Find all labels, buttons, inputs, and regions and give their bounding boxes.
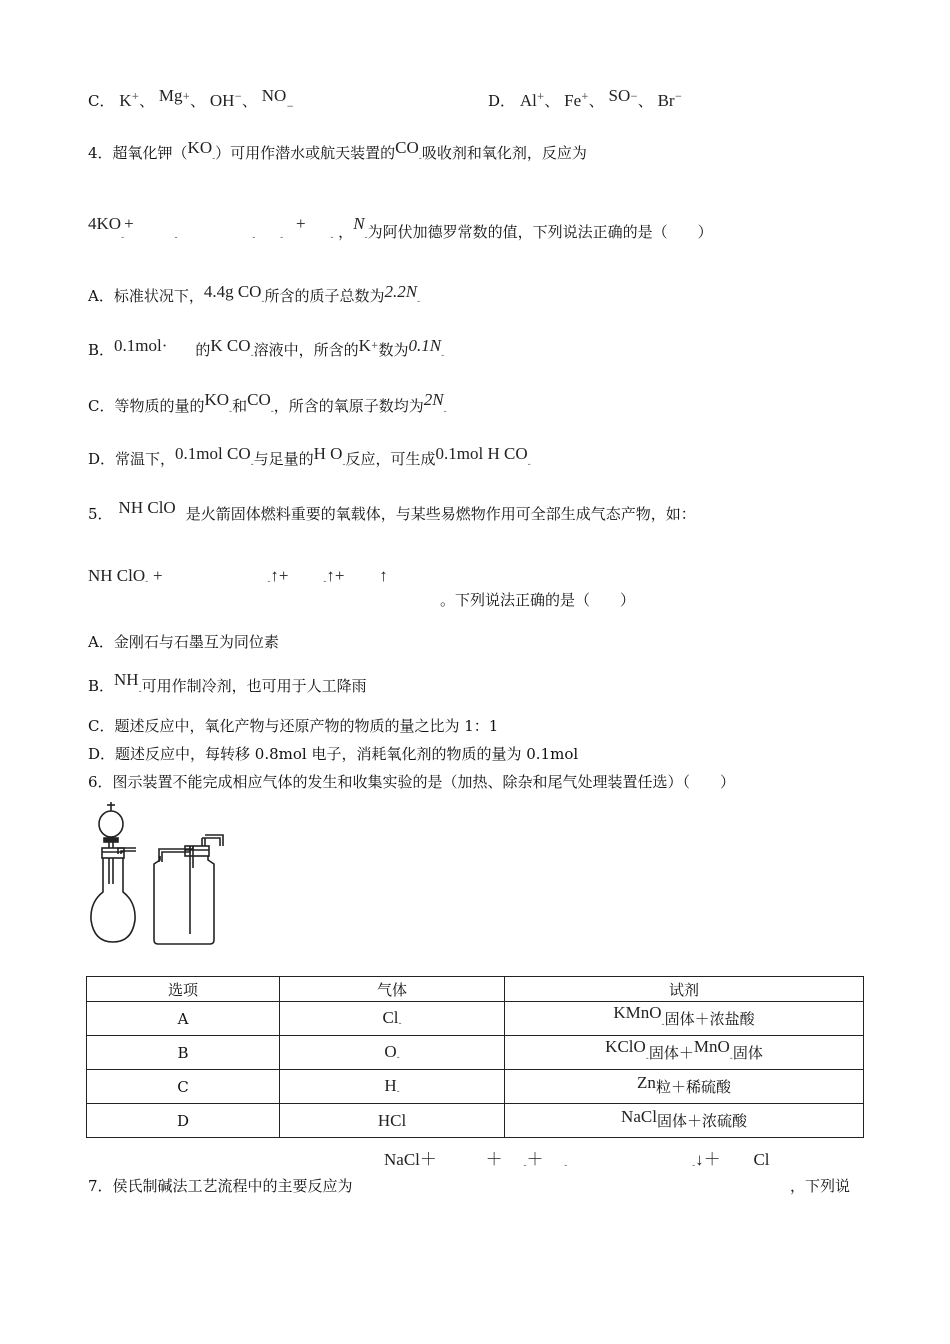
table-row: D HCl NaCl固体＋浓硫酸: [87, 1104, 864, 1138]
formula-k: K: [119, 91, 132, 110]
q4-equation: $4KO_-+ _-$ $_-$ $_-$ + $_-$ ，$N_-$为阿伏加德罗常数的值，下列说法正确的是（ ）: [88, 214, 713, 243]
q7-equation: NaCl＋ ＋ $_-$＋ $_-$ $_-$↓＋ Cl: [384, 1150, 770, 1171]
q4-option-b: B．0.1mol· 的K $CO_-$溶液中，所含的K+数为$0.1N_-$: [88, 336, 445, 361]
table-row: A $Cl_-$ KMnO$_-$固体＋浓盐酸: [87, 1002, 864, 1036]
apparatus-illustration: [86, 802, 236, 952]
q4-option-d: D．常温下，0.1mol $CO_-$与足量的H $O_-$反应，可生成0.1mol H $CO_-$: [88, 444, 531, 470]
header-reagent: 试剂: [505, 977, 864, 1002]
q7-stem: 7．侯氏制碱法工艺流程中的主要反应为: [88, 1177, 353, 1195]
q5-equation-tail: 。下列说法正确的是（ ）: [440, 591, 636, 609]
formula-eq-4ko2: 4KO: [88, 214, 122, 233]
q4-option-c: C．等物质的量的$KO_-$和$CO_-$，所含的氧原子数均为$2N_-$: [88, 390, 447, 417]
q5-option-c: C．题述反应中，氧化产物与还原产物的物质的量之比为 1：1: [88, 717, 499, 735]
formula-co2: CO: [395, 138, 419, 157]
collection-bottle: [154, 856, 214, 944]
q4-option-a: A．标准状况下，4.4g $CO_-$所含的质子总数为$2.2N_-$: [88, 282, 421, 307]
q4-stem: 4．超氧化钾$(KO_-)$可用作潜水或航天装置的$CO_-$吸收剂和氧化剂，反应为: [88, 138, 587, 164]
formula-al: Al: [519, 91, 537, 110]
q5-equation: NH ClO$_-$ + $_-$↑+ $_-$↑+ ↑: [88, 566, 388, 587]
funnel-bulb: [99, 811, 123, 837]
q5-option-a: A．金刚石与石墨互为同位素: [88, 633, 279, 651]
q5-option-b: B．$NH_-$可用作制冷剂，也可用于人工降雨: [88, 670, 367, 697]
table-row: B $O_-$ KClO$_-$固体＋MnO$_-$固体: [87, 1036, 864, 1070]
table-row: C $H_-$ Zn粒＋稀硫酸: [87, 1070, 864, 1104]
formula-br: Br: [657, 91, 675, 110]
table-header-row: [87, 977, 864, 1002]
q6-stem: 6．图示装置不能完成相应气体的发生和收集实验的是（加热、除杂和尾气处理装置任选）（ ）: [88, 773, 736, 791]
header-option: 选项: [87, 977, 280, 1002]
q3-option-c: C． K+、 Mg+、 OH−、 $NO_-$: [88, 86, 294, 112]
q5-stem: 5． NH ClO 是火箭固体燃料重要的氧载体，与某些易燃物作用可全部生成气态产物，如：: [88, 498, 696, 523]
q7-stem-tail: ，下列说: [790, 1177, 851, 1195]
formula-oh: OH: [209, 91, 235, 110]
formula-nh4clo4: NH ClO: [118, 498, 176, 517]
formula-mg: Mg: [158, 86, 183, 105]
q6-options-table: [86, 976, 864, 1138]
q3-option-d: D． Al+、 Fe+、 SO−、 Br−: [488, 86, 683, 110]
formula-so: SO: [608, 86, 631, 105]
formula-no: NO: [261, 86, 287, 105]
q5-option-d: D．题述反应中，每转移 0.8mol 电子，消耗氧化剂的物质的量为 0.1mol: [88, 745, 579, 763]
symbol-na: N: [353, 214, 365, 233]
header-gas: 气体: [280, 977, 505, 1002]
formula-ko2: KO: [187, 138, 213, 157]
formula-fe: Fe: [564, 91, 582, 110]
